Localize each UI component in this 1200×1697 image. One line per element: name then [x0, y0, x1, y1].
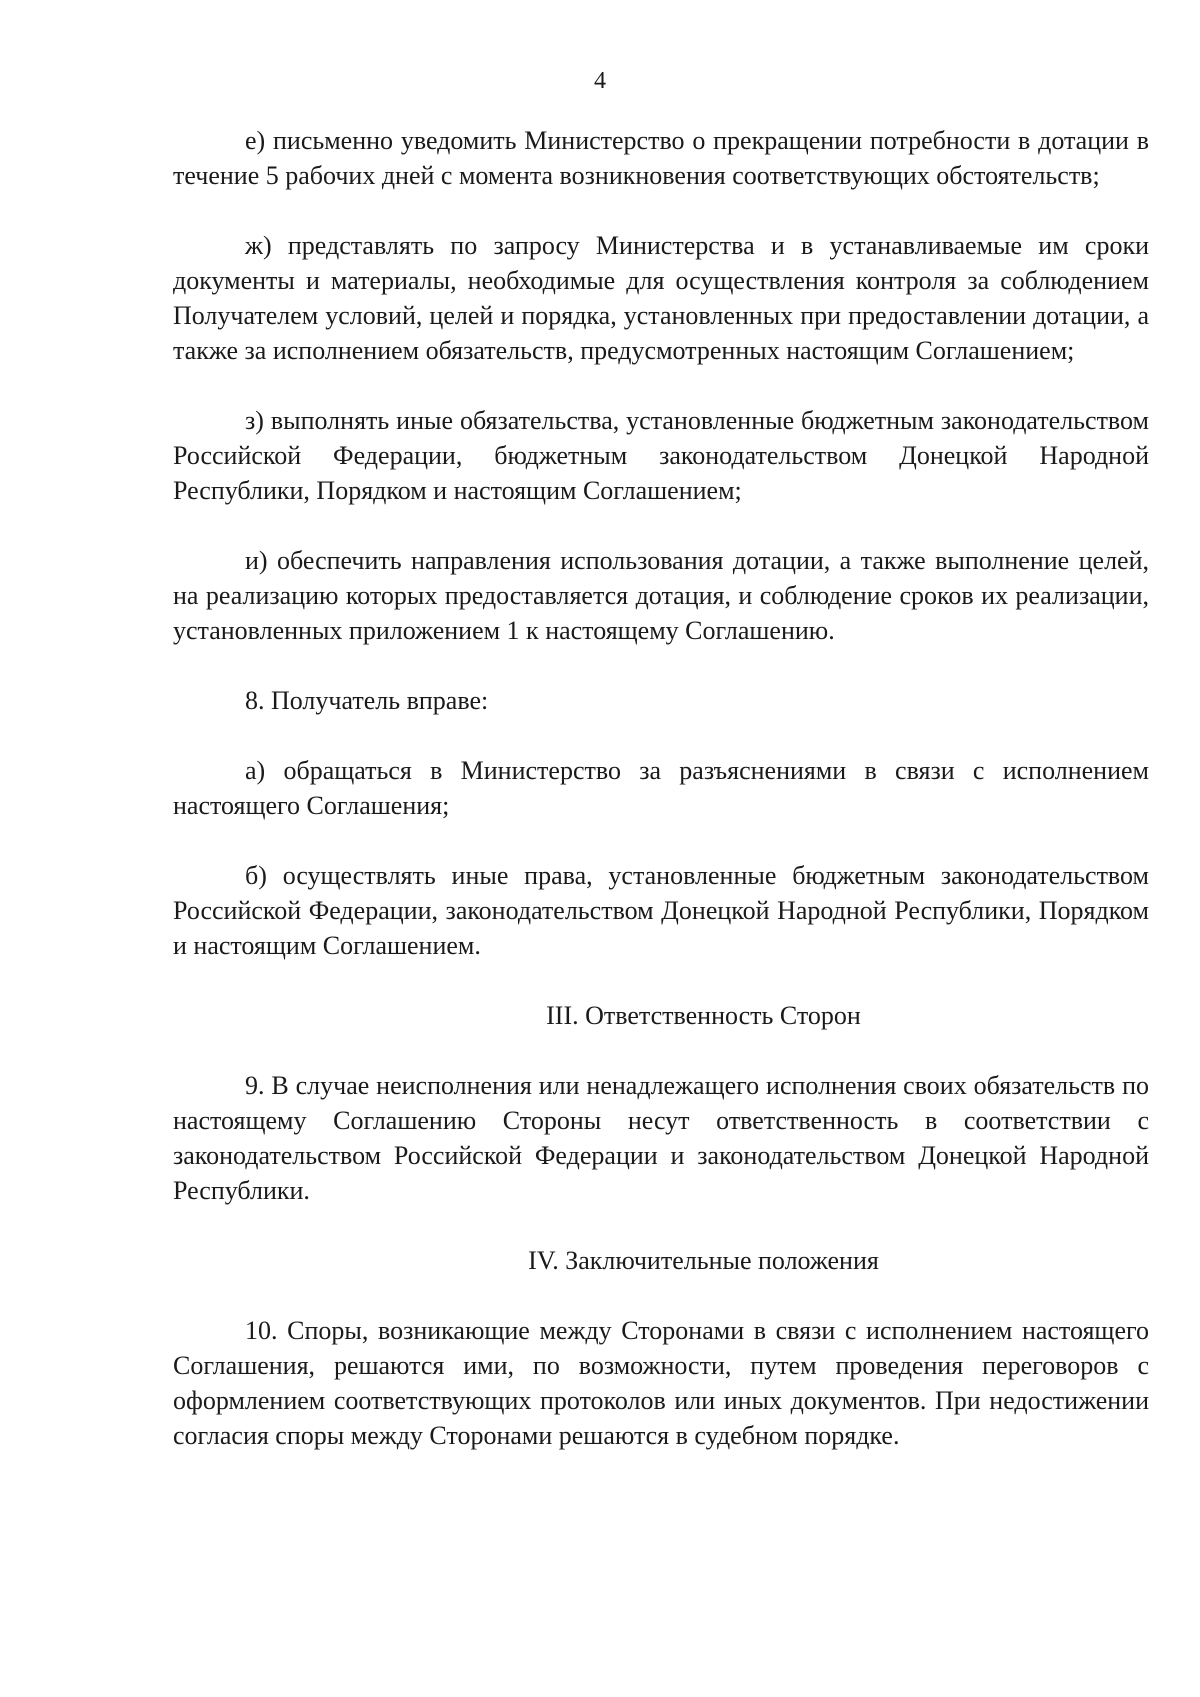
paragraph-10: 10. Споры, возникающие между Сторонами в связи с исполнением настоящего Соглашения, решаются ими, по возможности, путем проведения переговоров с оформлением соответствующих протоколов или иных документов. При недостижении согласия споры между Сторонами решаются в судебном порядке. — [173, 1316, 1149, 1450]
paragraph-8b: б) осуществлять иные права, установленные бюджетным законодательством Российской Федерации, законодательством Донецкой Народной Республики, Порядком и настоящим Соглашением. — [173, 861, 1149, 960]
paragraph-7i: и) обеспечить направления использования дотации, а также выполнение целей, на реализацию которых предоставляется дотация, и соблюдение сроков их реализации, установленных приложением 1 к настоящему Соглашению. — [173, 546, 1149, 645]
paragraph-7zh: ж) представлять по запросу Министерства и в устанавливаемые им сроки документы и материалы, необходимые для осуществления контроля за соблюдением Получателем условий, целей и порядка, установленных при предоставлении дотации, а также за исполнением обязательств, предусмотренных настоящим Соглашением; — [173, 231, 1149, 365]
section-heading-iii: III. Ответственность Сторон — [546, 1001, 861, 1030]
paragraph-9: 9. В случае неисполнения или ненадлежащего исполнения своих обязательств по настоящему Соглашению Стороны несут ответственность в соответствии с законодательством Российской Федерации и законодательством Донецкой Народной Республики. — [173, 1071, 1149, 1205]
page-number: 4 — [594, 68, 606, 94]
section-heading-iv: IV. Заключительные положения — [528, 1246, 879, 1275]
paragraph-8: 8. Получатель вправе: — [245, 686, 489, 715]
document-body — [173, 123, 1149, 1488]
paragraph-8a: а) обращаться в Министерство за разъяснениями в связи с исполнением настоящего Соглашения; — [173, 756, 1149, 820]
paragraph-7z: з) выполнять иные обязательства, установленные бюджетным законодательством Российской Федерации, бюджетным законодательством Донецкой Народной Республики, Порядком и настоящим Соглашением; — [173, 406, 1149, 505]
paragraph-7e: е) письменно уведомить Министерство о прекращении потребности в дотации в течение 5 рабочих дней с момента возникновения соответствующих обстоятельств; — [173, 126, 1149, 190]
